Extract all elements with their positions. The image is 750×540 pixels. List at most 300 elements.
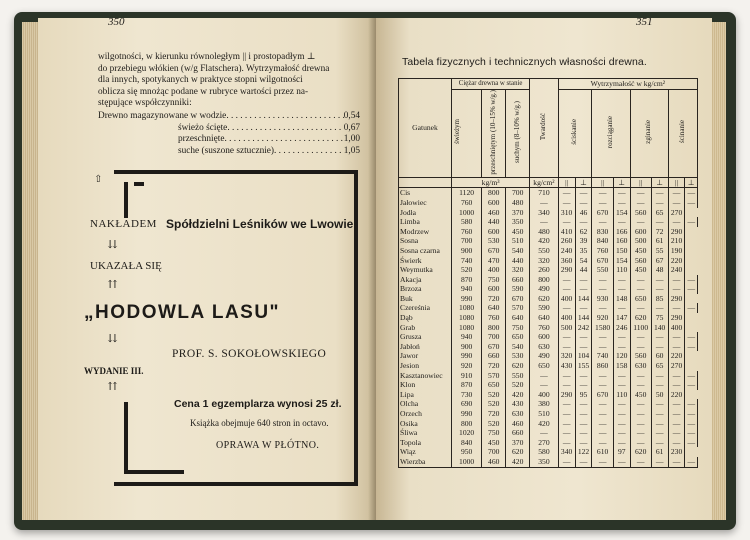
table-cell: 760: [482, 313, 506, 323]
table-cell: 54: [575, 256, 592, 266]
table-cell: —: [613, 409, 630, 419]
table-cell: 158: [613, 361, 630, 371]
table-cell: 840: [592, 236, 613, 246]
table-cell: 870: [452, 380, 482, 390]
table-cell: 580: [530, 447, 558, 457]
table-row: [399, 294, 698, 304]
table-cell: —: [651, 332, 668, 342]
table-cell: —: [630, 428, 651, 438]
dir-parallel: ||: [668, 177, 685, 188]
table-cell: 700: [482, 447, 506, 457]
table-cell: 670: [592, 390, 613, 400]
table-cell: 930: [592, 294, 613, 304]
table-cell: 620: [506, 447, 530, 457]
table-cell: —: [651, 399, 668, 409]
table-cell: 920: [592, 313, 613, 323]
table-cell: 760: [452, 198, 482, 208]
table-cell: 500: [630, 236, 651, 246]
col-sciskanie: ściskanie: [558, 89, 592, 177]
table-cell: 72: [651, 227, 668, 237]
table-cell: —: [575, 399, 592, 409]
table-cell: —: [668, 380, 685, 390]
species-name: Grab: [399, 323, 452, 333]
table-cell: 230: [668, 447, 685, 457]
table-cell: 400: [558, 294, 575, 304]
species-name: Jawor: [399, 351, 452, 361]
ad-nakladem: NAKŁADEM: [90, 218, 157, 230]
table-cell: 154: [613, 208, 630, 218]
wood-properties-table: [398, 78, 698, 468]
table-cell: —: [668, 409, 685, 419]
coefficient-list: [98, 111, 360, 157]
table-cell: 240: [558, 246, 575, 256]
paragraph-line: do przebiegu włókien (w/g Flatschera). Wytrzymałość drewna: [98, 63, 330, 74]
table-cell: —: [651, 275, 668, 285]
table-cell: 600: [482, 284, 506, 294]
table-cell: 730: [452, 390, 482, 400]
ad-book-title: „HODOWLA LASU": [84, 302, 281, 323]
table-row: [399, 399, 698, 409]
table-cell: 620: [630, 313, 651, 323]
table-cell: 620: [630, 447, 651, 457]
table-cell: —: [651, 217, 668, 227]
paragraph-line: dla innych, spotykanych w praktyce stopni wilgotności: [98, 75, 303, 86]
table-cell: 520: [482, 399, 506, 409]
table-row: [399, 428, 698, 438]
species-name: Jabłoń: [399, 342, 452, 352]
table-cell: 420: [506, 390, 530, 400]
table-cell: —: [575, 275, 592, 285]
table-cell: 520: [506, 380, 530, 390]
table-cell: 670: [482, 246, 506, 256]
table-cell: —: [630, 342, 651, 352]
table-cell: 600: [530, 332, 558, 342]
table-cell: —: [685, 371, 698, 381]
table-row: [399, 217, 698, 227]
table-cell: 1100: [630, 323, 651, 333]
table-cell: 290: [668, 313, 685, 323]
table-cell: —: [630, 399, 651, 409]
table-cell: —: [613, 371, 630, 381]
table-cell: —: [575, 380, 592, 390]
table-cell: 900: [452, 342, 482, 352]
table-cell: 160: [613, 236, 630, 246]
table-cell: 990: [452, 294, 482, 304]
ad-rule: [124, 182, 128, 218]
table-cell: 120: [613, 351, 630, 361]
table-cell: —: [558, 428, 575, 438]
table-cell: 340: [530, 208, 558, 218]
table-cell: —: [685, 275, 698, 285]
species-name: Dąb: [399, 313, 452, 323]
table-row: [399, 342, 698, 352]
table-cell: 900: [452, 246, 482, 256]
table-cell: 1580: [592, 323, 613, 333]
table-row: [399, 236, 698, 246]
table-cell: —: [592, 342, 613, 352]
table-cell: —: [530, 380, 558, 390]
table-cell: 61: [651, 447, 668, 457]
intro-paragraph: [98, 52, 360, 110]
table-cell: —: [630, 457, 651, 467]
table-cell: —: [592, 284, 613, 294]
table-cell: 750: [482, 428, 506, 438]
table-cell: —: [651, 284, 668, 294]
table-cell: —: [651, 371, 668, 381]
table-cell: —: [651, 419, 668, 429]
table-cell: 166: [613, 227, 630, 237]
table-cell: —: [685, 399, 698, 409]
table-cell: —: [558, 457, 575, 467]
table-row: [399, 361, 698, 371]
table-cell: 590: [530, 303, 558, 313]
ad-rule: [124, 402, 128, 472]
table-cell: —: [630, 332, 651, 342]
table-cell: 560: [630, 351, 651, 361]
table-cell: 740: [452, 256, 482, 266]
table-cell: —: [592, 428, 613, 438]
table-cell: 630: [530, 342, 558, 352]
table-row: [399, 419, 698, 429]
species-name: Topola: [399, 438, 452, 448]
table-cell: 650: [482, 380, 506, 390]
table-cell: 320: [506, 265, 530, 275]
table-cell: —: [685, 457, 698, 467]
species-name: Olcha: [399, 399, 452, 409]
table-cell: —: [575, 342, 592, 352]
table-cell: 55: [651, 246, 668, 256]
table-cell: —: [558, 303, 575, 313]
table-row: [399, 390, 698, 400]
table-cell: 430: [506, 399, 530, 409]
table-cell: 440: [482, 217, 506, 227]
table-cell: —: [651, 428, 668, 438]
species-name: Czereśnia: [399, 303, 452, 313]
table-cell: 760: [592, 246, 613, 256]
table-cell: 670: [506, 294, 530, 304]
table-row: [399, 438, 698, 448]
table-cell: —: [592, 198, 613, 208]
page-number-right: 351: [636, 16, 653, 28]
table-cell: —: [558, 188, 575, 198]
table-cell: —: [558, 371, 575, 381]
table-cell: 246: [613, 323, 630, 333]
table-cell: —: [668, 217, 685, 227]
table-cell: —: [575, 419, 592, 429]
table-cell: —: [651, 198, 668, 208]
ad-publisher: Spółdzielni Leśników we Lwowie: [166, 217, 354, 231]
table-cell: —: [592, 188, 613, 198]
unit-kg-cm2: kg/cm²: [530, 177, 558, 188]
table-cell: 550: [506, 371, 530, 381]
col-ciezar: Ciężar drewna w stanie: [452, 79, 530, 90]
table-cell: —: [685, 284, 698, 294]
table-cell: —: [685, 342, 698, 352]
table-cell: 450: [630, 390, 651, 400]
table-cell: 870: [452, 275, 482, 285]
table-cell: 95: [575, 390, 592, 400]
table-cell: —: [592, 399, 613, 409]
table-cell: 65: [651, 208, 668, 218]
dir-parallel: ||: [592, 177, 613, 188]
table-cell: —: [685, 217, 698, 227]
table-cell: 610: [592, 447, 613, 457]
table-cell: 580: [452, 217, 482, 227]
table-cell: 530: [506, 351, 530, 361]
table-cell: 750: [506, 323, 530, 333]
table-cell: —: [668, 342, 685, 352]
table-cell: 530: [482, 236, 506, 246]
table-body: [399, 188, 698, 467]
table-cell: —: [592, 438, 613, 448]
table-cell: 144: [575, 294, 592, 304]
col-gatunek: Gatunek: [399, 79, 452, 178]
table-cell: 490: [530, 284, 558, 294]
dir-perpendicular: ⊥: [613, 177, 630, 188]
table-cell: —: [630, 188, 651, 198]
table-cell: —: [668, 275, 685, 285]
table-cell: 550: [530, 246, 558, 256]
species-name: Brzoza: [399, 284, 452, 294]
table-cell: 370: [506, 438, 530, 448]
book-advertisement: [80, 162, 366, 486]
table-cell: 720: [482, 294, 506, 304]
table-cell: 450: [630, 265, 651, 275]
table-cell: 560: [630, 256, 651, 266]
table-cell: 440: [506, 256, 530, 266]
table-cell: 50: [651, 390, 668, 400]
table-cell: 75: [651, 313, 668, 323]
table-cell: —: [685, 438, 698, 448]
table-cell: 620: [530, 294, 558, 304]
table-row: [399, 284, 698, 294]
table-cell: 85: [651, 294, 668, 304]
table-row: [399, 256, 698, 266]
table-cell: —: [592, 275, 613, 285]
table-cell: 400: [668, 323, 685, 333]
table-row: [399, 409, 698, 419]
table-cell: —: [651, 303, 668, 313]
table-row: [399, 380, 698, 390]
table-cell: —: [685, 428, 698, 438]
table-cell: 640: [530, 313, 558, 323]
table-cell: 122: [575, 447, 592, 457]
table-cell: 35: [575, 246, 592, 256]
coefficient-row: przeschnięte . . . 1,00: [98, 134, 360, 146]
table-cell: 65: [651, 361, 668, 371]
table-cell: —: [630, 419, 651, 429]
table-cell: 410: [558, 227, 575, 237]
table-cell: 400: [482, 265, 506, 275]
species-name: Sosna: [399, 236, 452, 246]
table-cell: 210: [668, 236, 685, 246]
table-cell: —: [685, 332, 698, 342]
table-cell: 1080: [452, 313, 482, 323]
table-cell: —: [592, 380, 613, 390]
ad-ukazala: UKAZAŁA SIĘ: [90, 260, 162, 272]
table-cell: 400: [558, 313, 575, 323]
table-cell: —: [592, 409, 613, 419]
table-cell: 420: [530, 419, 558, 429]
table-cell: 660: [506, 428, 530, 438]
table-row: [399, 332, 698, 342]
table-cell: 1120: [452, 188, 482, 198]
table-cell: 700: [452, 236, 482, 246]
table-cell: —: [575, 371, 592, 381]
species-name: Kasztanowiec: [399, 371, 452, 381]
ad-rule: [124, 470, 184, 474]
table-cell: 600: [482, 227, 506, 237]
table-row: [399, 351, 698, 361]
table-cell: 550: [592, 265, 613, 275]
table-cell: 800: [482, 323, 506, 333]
table-cell: 470: [482, 256, 506, 266]
table-cell: —: [651, 380, 668, 390]
table-cell: 290: [558, 265, 575, 275]
table-row: [399, 457, 698, 467]
table-cell: —: [530, 371, 558, 381]
table-cell: 700: [482, 332, 506, 342]
table-cell: 630: [506, 409, 530, 419]
table-cell: —: [592, 217, 613, 227]
table-cell: —: [613, 275, 630, 285]
table-cell: —: [613, 380, 630, 390]
table-cell: —: [630, 409, 651, 419]
table-cell: 260: [558, 236, 575, 246]
ad-edition: WYDANIE III.: [84, 366, 144, 376]
table-cell: 800: [530, 275, 558, 285]
table-cell: —: [630, 275, 651, 285]
species-name: Jesion: [399, 361, 452, 371]
table-cell: —: [685, 380, 698, 390]
species-name: Klon: [399, 380, 452, 390]
table-cell: 320: [530, 256, 558, 266]
table-cell: —: [668, 457, 685, 467]
table-row: [399, 323, 698, 333]
table-row: [399, 275, 698, 285]
arrows-up-icon: ⇈: [108, 279, 118, 291]
table-cell: —: [613, 428, 630, 438]
table-cell: 150: [613, 246, 630, 256]
table-cell: —: [668, 188, 685, 198]
table-cell: 110: [613, 390, 630, 400]
table-cell: 110: [613, 265, 630, 275]
table-cell: 148: [613, 294, 630, 304]
table-cell: 104: [575, 351, 592, 361]
table-cell: 1080: [452, 323, 482, 333]
table-cell: 46: [575, 208, 592, 218]
table-cell: 460: [506, 419, 530, 429]
table-cell: —: [613, 342, 630, 352]
table-cell: 61: [651, 236, 668, 246]
species-name: Jodła: [399, 208, 452, 218]
table-cell: —: [613, 419, 630, 429]
table-cell: 690: [452, 399, 482, 409]
species-name: Weymutka: [399, 265, 452, 275]
table-cell: 760: [530, 323, 558, 333]
table-cell: 570: [482, 371, 506, 381]
table-cell: 270: [530, 438, 558, 448]
table-cell: 630: [630, 361, 651, 371]
table-cell: 220: [668, 351, 685, 361]
table-cell: —: [613, 217, 630, 227]
table-cell: —: [685, 409, 698, 419]
ad-author: PROF. S. SOKOŁOWSKIEGO: [172, 348, 327, 360]
table-cell: 600: [630, 227, 651, 237]
table-row: [399, 447, 698, 457]
table-cell: 520: [482, 390, 506, 400]
table-cell: —: [668, 303, 685, 313]
table-cell: 640: [506, 313, 530, 323]
table-cell: —: [530, 198, 558, 208]
col-wytrzymalosc: Wytrzymałość w kg/cm²: [558, 79, 697, 90]
table-cell: —: [592, 371, 613, 381]
col-suchym: suchym (8–10% w/g.): [506, 89, 530, 177]
species-name: Orzech: [399, 409, 452, 419]
dir-perpendicular: ⊥: [575, 177, 592, 188]
table-cell: —: [668, 419, 685, 429]
table-cell: —: [668, 371, 685, 381]
table-cell: —: [575, 428, 592, 438]
table-cell: 990: [452, 351, 482, 361]
table-cell: 600: [482, 198, 506, 208]
table-cell: —: [685, 303, 698, 313]
table-cell: —: [668, 332, 685, 342]
table-cell: 740: [592, 351, 613, 361]
table-cell: —: [575, 198, 592, 208]
table-cell: —: [685, 419, 698, 429]
species-name: Śliwa: [399, 428, 452, 438]
table-cell: 290: [558, 390, 575, 400]
table-cell: —: [651, 409, 668, 419]
table-cell: 670: [592, 208, 613, 218]
table-cell: 990: [452, 409, 482, 419]
table-cell: 710: [530, 188, 558, 198]
table-cell: —: [558, 275, 575, 285]
table-cell: —: [530, 428, 558, 438]
table-cell: —: [651, 342, 668, 352]
table-cell: 44: [575, 265, 592, 275]
table-cell: —: [630, 217, 651, 227]
table-cell: 290: [668, 227, 685, 237]
table-cell: 48: [651, 265, 668, 275]
table-cell: 380: [530, 399, 558, 409]
table-cell: 480: [506, 198, 530, 208]
table-cell: —: [613, 284, 630, 294]
table-cell: —: [558, 438, 575, 448]
table-cell: —: [630, 284, 651, 294]
table-cell: —: [613, 198, 630, 208]
table-row: [399, 198, 698, 208]
arrows-down-icon: ⇊: [108, 333, 118, 345]
table-cell: 290: [668, 294, 685, 304]
table-cell: 660: [506, 275, 530, 285]
arrows-down-icon: ⇊: [108, 239, 118, 251]
table-title: Tabela fizycznych i technicznych własności drewna.: [402, 56, 647, 68]
species-name: Buk: [399, 294, 452, 304]
table-cell: —: [558, 419, 575, 429]
table-cell: 400: [530, 390, 558, 400]
arrow-up-icon: ⇧: [94, 174, 103, 185]
table-cell: —: [530, 217, 558, 227]
table-cell: —: [613, 332, 630, 342]
table-cell: 720: [482, 361, 506, 371]
table-cell: 560: [630, 208, 651, 218]
table-cell: —: [613, 438, 630, 448]
col-swiezym: świeżym: [452, 89, 482, 177]
table-cell: 450: [506, 227, 530, 237]
table-cell: 920: [452, 361, 482, 371]
